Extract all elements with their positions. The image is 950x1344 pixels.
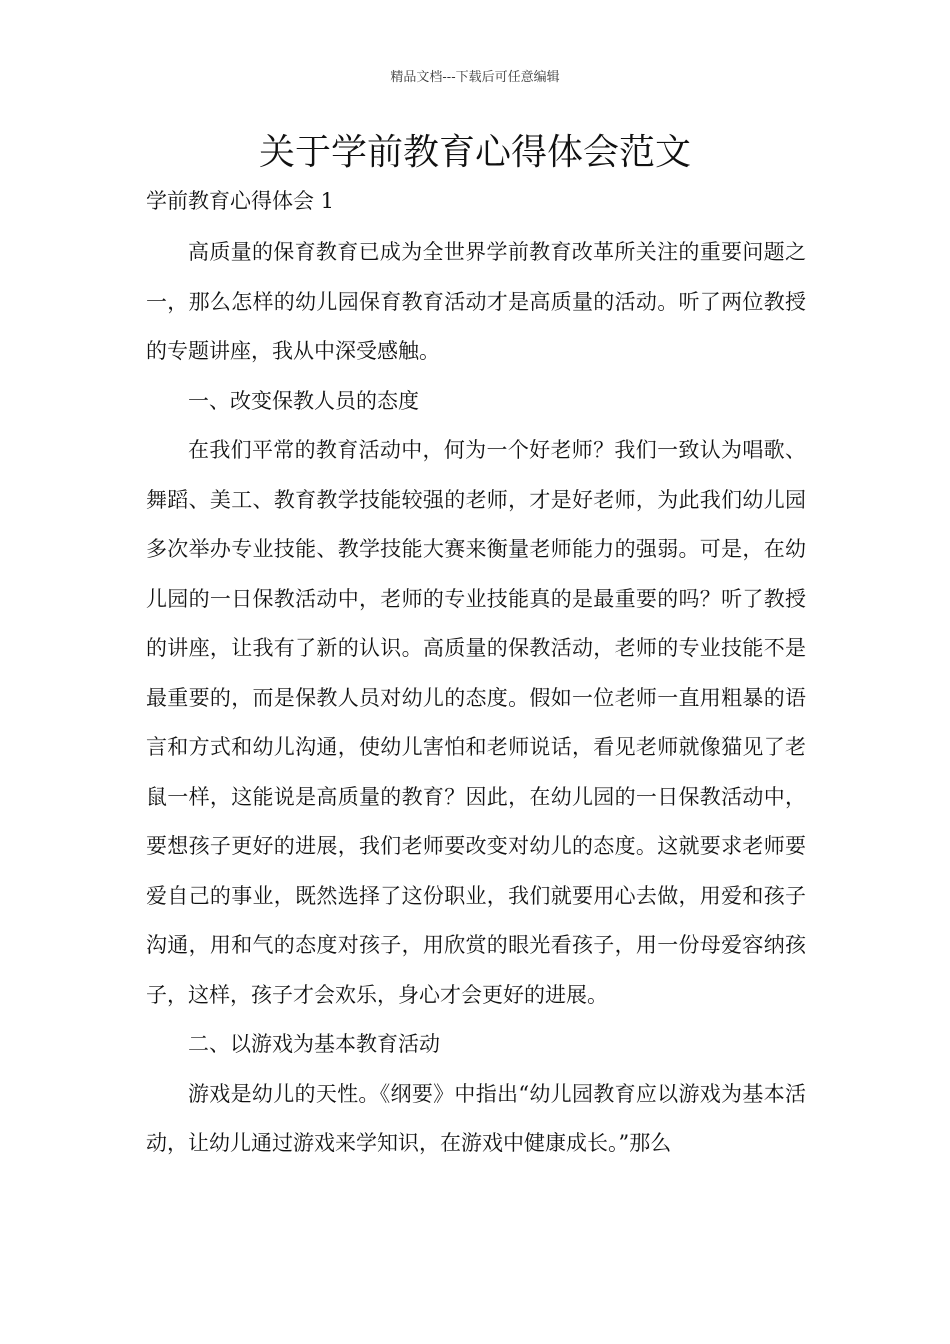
document-body [146, 228, 806, 1169]
section-heading-1: 一、改变保教人员的态度 [188, 388, 419, 413]
paragraph-intro: 高质量的保育教育已成为全世界学前教育改革所关注的重要问题之一，那么怎样的幼儿园保育教育活动才是高质量的活动。听了两位教授的专题讲座，我从中深受感触。 [146, 240, 806, 363]
header-note: 精品文档---下载后可任意编辑 [390, 70, 560, 85]
section-subtitle: 学前教育心得体会 1 [146, 189, 335, 213]
paragraph-section-1: 在我们平常的教育活动中，何为一个好老师？我们一致认为唱歌、舞蹈、美工、教育教学技能较强的老师，才是好老师，为此我们幼儿园多次举办专业技能、教学技能大赛来衡量老师能力的强弱。可是，在幼儿园的一日保教活动中，老师的专业技能真的是最重要的吗？听了教授的讲座，让我有了新的认识。高质量的保教活动，老师的专业技能不是最重要的，而是保教人员对幼儿的态度。假如一位老师一直用粗暴的语言和方式和幼儿沟通，使幼儿害怕和老师说话，看见老师就像猫见了老鼠一样，这能说是高质量的教育？因此，在幼儿园的一日保教活动中，要想孩子更好的进展，我们老师要改变对幼儿的态度。这就要求老师要爱自己的事业，既然选择了这份职业，我们就要用心去做，用爱和孩子沟通，用和气的态度对孩子，用欣赏的眼光看孩子，用一份母爱容纳孩子，这样，孩子才会欢乐，身心才会更好的进展。 [146, 438, 806, 1007]
document-title: 关于学前教育心得体会范文 [258, 132, 691, 173]
section-heading-2: 二、以游戏为基本教育活动 [188, 1032, 440, 1056]
paragraph-section-2: 游戏是幼儿的天性。《纲要》中指出“幼儿园教育应以游戏为基本活动，让幼儿通过游戏来学知识，在游戏中健康成长。”那么 [146, 1081, 806, 1155]
